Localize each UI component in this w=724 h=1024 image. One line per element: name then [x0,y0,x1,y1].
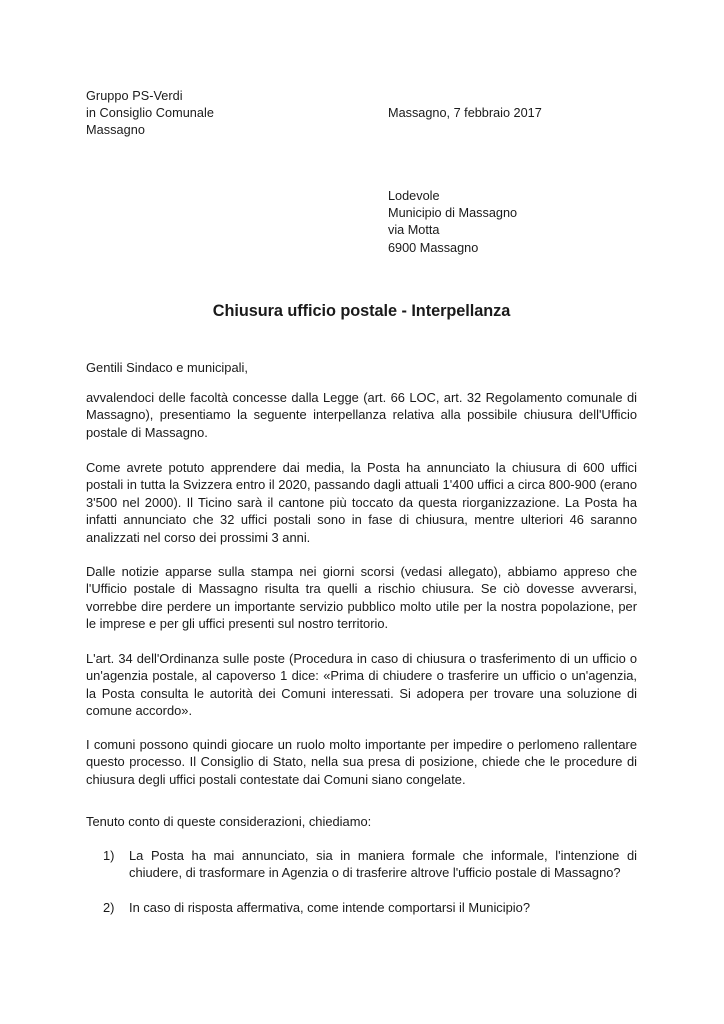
body-paragraph-1: avvalendoci delle facoltà concesse dalla Legge (art. 66 LOC, art. 32 Regolamento comunale di Massagno), presentiamo la seguente interpellanza relativa alla possibile chiusura dell'Ufficio postale di Massagno. [86,390,637,440]
list-item-text: In caso di risposta affermativa, come intende comportarsi il Municipio? [129,899,530,915]
questions-list [86,847,637,933]
recipient-line-2: Municipio di Massagno [388,206,518,221]
body-paragraph-5: I comuni possono quindi giocare un ruolo molto importante per impedire o perlomeno rallentare questo processo. Il Consiglio di Stato, nella sua presa di posizione, chiede che le procedure di chiusura degli uffici postali contestate dai Comuni siano congelate. [86,737,637,787]
date-line: Massagno, 7 febbraio 2017 [388,106,542,120]
recipient-line-1: Lodevole [388,189,440,203]
recipient-address-block [388,188,517,257]
list-item-text: La Posta ha mai annunciato, sia in maniera formale che informale, l'intenzione di chiudere, di trasformare in Agenzia o di trasferire altrove l'ufficio postale di Massagno? [129,848,637,881]
body-paragraph-3: Dalle notizie apparse sulla stampa nei giorni scorsi (vedasi allegato), abbiamo appreso che l'Ufficio postale di Massagno risulta tra quelli a rischio chiusura. Se ciò dovesse avverarsi, vorrebbe dire perdere un importante servizio pubblico molto utile per la nostra popolazione, per le imprese e per gli uffici presenti sul nostro territorio. [86,564,637,632]
sender-line-1: Gruppo PS-Verdi [86,89,183,103]
list-item-marker: 1) [103,848,115,863]
body-paragraph-2: Come avrete potuto apprendere dai media, la Posta ha annunciato la chiusura di 600 uffici postali in tutta la Svizzera entro il 2020, passando dagli attuali 1'400 uffici a circa 800-900 (erano 3'500 nel 2000). Il Ticino sarà il cantone più toccato da questa riorganizzazione. La Posta ha infatti annunciato che 32 uffici postali sono in fase di chiusura, mentre ulteriori 46 saranno analizzati nel corso dei prossimi 3 anni. [86,460,637,545]
recipient-line-4: 6900 Massagno [388,240,479,255]
list-item-marker: 2) [103,899,115,915]
recipient-line-3: via Motta [388,223,440,238]
body-paragraph-6: Tenuto conto di queste considerazioni, chiediamo: [86,814,372,829]
page-title: Chiusura ufficio postale - Interpellanza [212,302,511,320]
sender-line-2: in Consiglio Comunale [86,106,214,121]
body-paragraph-4: L'art. 34 dell'Ordinanza sulle poste (Procedura in caso di chiusura o trasferimento di un ufficio o un'agenzia postale, al capoverso 1 dice: «Prima di chiudere o trasferire un ufficio o un'agenzia, la Posta consulta le autorità dei Comuni interessati. Si adopera per trovare una soluzione di comune accordo». [86,651,637,719]
sender-line-3: Massagno [86,123,145,138]
sender-address-block [86,88,637,140]
salutation: Gentili Sindaco e municipali, [86,360,248,375]
list-item [86,899,637,916]
list-item [86,847,637,882]
